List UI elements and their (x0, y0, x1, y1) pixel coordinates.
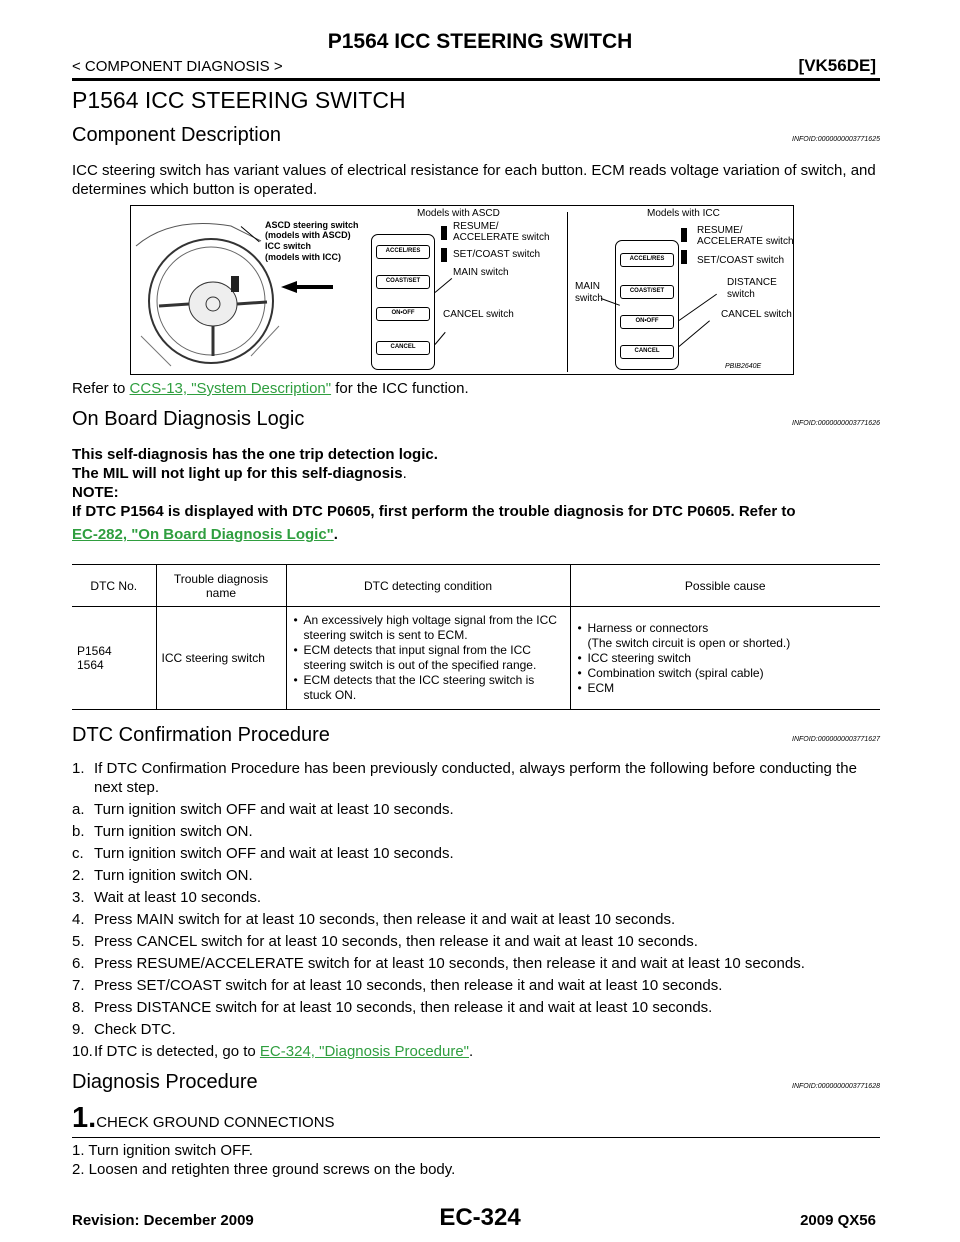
footer-page-number: EC-324 (439, 1204, 521, 1231)
step-number: 6. (72, 955, 85, 972)
col-dtc-no: DTC No. (72, 565, 156, 607)
ascd-coast-button: COAST/SET (376, 275, 430, 289)
ccs-13-link[interactable]: CCS-13, "System Description" (129, 380, 332, 397)
icc-onoff-button: ON•OFF (620, 315, 674, 329)
step-number: 5. (72, 933, 85, 950)
cause-item: • ECM (576, 681, 876, 696)
icc-distance-leader (679, 294, 717, 321)
step-number: 7. (72, 977, 85, 994)
list-item (72, 888, 880, 907)
steering-switch-figure (130, 205, 794, 375)
diagnosis-step-lines (72, 1141, 880, 1179)
step-text: Press DISTANCE switch for at least 10 seconds, then release it and wait at least 10 seconds. (94, 999, 713, 1016)
list-item (72, 954, 880, 973)
table-row (72, 607, 880, 710)
callout-label-2: (models with ASCD) (265, 230, 351, 240)
list-item (72, 1042, 880, 1061)
info-id: INFOID:0000000003771626 (792, 420, 880, 427)
ascd-down-arrow (441, 248, 447, 262)
component-description-text: ICC steering switch has variant values of electrical resistance for each button. ECM reads voltage variation of switch, and determines which button is operated. (72, 162, 876, 198)
diagnosis-step-title: CHECK GROUND CONNECTIONS (96, 1114, 335, 1131)
list-item (72, 822, 880, 841)
step-text: Turn ignition switch ON. (94, 867, 253, 884)
col-detecting-condition: DTC detecting condition (286, 565, 570, 607)
icc-resume-label: RESUME/ (697, 225, 743, 236)
diagnosis-heading (72, 1071, 880, 1094)
list-item (72, 844, 880, 863)
cell-dtc-no (72, 607, 156, 710)
obd-line-1: This self-diagnosis has the one trip detection logic. (72, 446, 438, 463)
cause-text: Harness or connectors (587, 620, 709, 635)
panel-divider (567, 212, 568, 372)
obd-line-2 (72, 464, 880, 483)
info-id: INFOID:0000000003771625 (792, 136, 880, 143)
step-text: Wait at least 10 seconds. (94, 889, 262, 906)
cause-item (576, 621, 876, 651)
figure-code: PBIB2640E (725, 363, 762, 370)
step-number: 10. (72, 1043, 93, 1060)
dtc-code-1: P1564 (77, 644, 112, 658)
callout-label-1: ASCD steering switch (265, 220, 359, 230)
list-item (72, 1020, 880, 1039)
ascd-main-label: MAIN switch (453, 267, 509, 278)
step-number: 4. (72, 911, 85, 928)
icc-down-arrow (681, 250, 687, 264)
callout-label-4: (models with ICC) (265, 252, 341, 262)
diagnosis-line: 1. Turn ignition switch OFF. (72, 1142, 253, 1159)
step-number: a. (72, 801, 85, 818)
header-rule (72, 78, 880, 81)
info-id: INFOID:0000000003771627 (792, 736, 880, 743)
list-item (72, 976, 880, 995)
ascd-onoff-button: ON•OFF (376, 307, 430, 321)
col-possible-cause: Possible cause (570, 565, 880, 607)
icc-distance-label-1: DISTANCE (727, 277, 777, 288)
note-text: If DTC P1564 is displayed with DTC P0605, first perform the trouble diagnosis for DTC P0605. Refer to (72, 503, 796, 520)
ascd-main-leader (435, 278, 452, 293)
icc-cancel-button: CANCEL (620, 345, 674, 359)
icc-cancel-label: CANCEL switch (721, 309, 792, 320)
obd-heading (72, 408, 880, 431)
ascd-accel-button: ACCEL/RES (376, 245, 430, 259)
condition-item: • ECM detects that the ICC steering switch is stuck ON. (292, 673, 565, 703)
step-number: 8. (72, 999, 85, 1016)
icc-switch-panel (615, 240, 679, 370)
ec-282-link[interactable]: EC-282, "On Board Diagnosis Logic" (72, 526, 334, 543)
cause-item: • ICC steering switch (576, 651, 876, 666)
cell-detecting-condition (286, 607, 570, 710)
refer-prefix: Refer to (72, 380, 130, 397)
table-header-row (72, 565, 880, 607)
section-title: Diagnosis Procedure (72, 1071, 258, 1093)
icc-distance-label-2: switch (727, 289, 755, 300)
condition-item: • ECM detects that input signal from the ICC steering switch is out of the specified range. (292, 643, 565, 673)
step-text: Check DTC. (94, 1021, 176, 1038)
icc-up-arrow (681, 228, 687, 242)
cell-trouble-name: ICC steering switch (156, 607, 286, 710)
section-label: < COMPONENT DIAGNOSIS > (72, 58, 283, 75)
step-text: Press RESUME/ACCELERATE switch for at least 10 seconds, then release it and wait at least 10 seconds. (94, 955, 805, 972)
obd-line-2-text: The MIL will not light up for this self-diagnosis (72, 465, 403, 482)
footer-revision: Revision: December 2009 (72, 1212, 254, 1229)
page-header-title: P1564 ICC STEERING SWITCH (327, 30, 633, 53)
obd-text-block (72, 445, 880, 544)
step-text: If DTC Confirmation Procedure has been previously conducted, always perform the following before conducting the next step. (94, 760, 857, 796)
section-title: DTC Confirmation Procedure (72, 724, 330, 746)
footer-model: 2009 QX56 (800, 1212, 876, 1229)
step-number: 2. (72, 867, 85, 884)
obd-line-2-end: . (402, 465, 407, 482)
page-heading: P1564 ICC STEERING SWITCH (72, 87, 406, 113)
diagnosis-step-number: 1. (72, 1102, 97, 1134)
list-item (72, 800, 880, 819)
step-text: If DTC is detected, go to (94, 1043, 260, 1060)
cell-possible-cause (570, 607, 880, 710)
ascd-accelerate-label: ACCELERATE switch (453, 232, 550, 243)
list-item (72, 932, 880, 951)
callout-label-3: ICC switch (265, 241, 312, 251)
col-trouble-name: Trouble diagnosis name (156, 565, 286, 607)
confirmation-steps (72, 759, 880, 1061)
ec-324-link[interactable]: EC-324, "Diagnosis Procedure" (259, 1043, 470, 1060)
step-number: 9. (72, 1021, 85, 1038)
ascd-cancel-button: CANCEL (376, 341, 430, 355)
list-item (72, 759, 880, 797)
cause-item: • Combination switch (spiral cable) (576, 666, 876, 681)
diagnosis-line: 2. Loosen and retighten three ground screws on the body. (72, 1161, 456, 1178)
step-text: Press MAIN switch for at least 10 seconds, then release it and wait at least 10 seconds. (94, 911, 676, 928)
list-item (72, 866, 880, 885)
icc-cancel-leader (679, 320, 710, 346)
step-text: Turn ignition switch ON. (94, 823, 253, 840)
list-item (72, 998, 880, 1017)
step-number: 1. (72, 760, 85, 777)
condition-item: • An excessively high voltage signal from the ICC steering switch is sent to ECM. (292, 613, 565, 643)
ascd-up-arrow (441, 226, 447, 240)
icc-accel-button: ACCEL/RES (620, 253, 674, 267)
icc-set-coast-label: SET/COAST switch (697, 255, 785, 266)
confirmation-heading (72, 724, 880, 747)
icc-accelerate-label: ACCELERATE switch (697, 236, 794, 247)
section-title: Component Description (72, 124, 281, 146)
list-item (72, 910, 880, 929)
note-end: . (333, 526, 338, 543)
step-text: Press SET/COAST switch for at least 10 seconds, then release it and wait at least 10 seconds. (94, 977, 723, 994)
dtc-code-2: 1564 (77, 658, 104, 672)
callout-line (293, 285, 333, 289)
step-number: b. (72, 823, 85, 840)
cause-sub-text: (The switch circuit is open or shorted.) (587, 635, 791, 650)
ascd-resume-label: RESUME/ (453, 221, 499, 232)
step-text: Turn ignition switch OFF and wait at least 10 seconds. (94, 801, 454, 818)
icc-main-label-1: MAIN (575, 281, 600, 292)
section-title: On Board Diagnosis Logic (72, 408, 305, 430)
refer-suffix: for the ICC function. (331, 380, 469, 397)
note-link-line (72, 525, 880, 544)
icc-title: Models with ICC (647, 208, 720, 219)
ascd-cancel-label: CANCEL switch (443, 309, 514, 320)
ascd-title: Models with ASCD (417, 208, 500, 219)
info-id: INFOID:0000000003771628 (792, 1083, 880, 1090)
icc-main-label-2: switch (575, 293, 603, 304)
refer-paragraph (72, 379, 880, 398)
ascd-set-coast-label: SET/COAST switch (453, 249, 541, 260)
note-label: NOTE: (72, 484, 119, 501)
step-text: Press CANCEL switch for at least 10 seconds, then release it and wait at least 10 seconds. (94, 933, 698, 950)
steering-wheel-illustration (131, 206, 281, 374)
diagnosis-step-heading (72, 1102, 880, 1138)
component-description-heading (72, 124, 880, 147)
ascd-switch-panel (371, 234, 435, 370)
step-number: 3. (72, 889, 85, 906)
engine-label: [VK56DE] (798, 56, 876, 75)
step-text: Turn ignition switch OFF and wait at least 10 seconds. (94, 845, 454, 862)
step-number: c. (72, 845, 84, 862)
ascd-cancel-leader (435, 332, 446, 345)
dtc-table (72, 564, 880, 710)
icc-coast-button: COAST/SET (620, 285, 674, 299)
step-end: . (469, 1043, 474, 1060)
main-content (72, 84, 880, 1179)
